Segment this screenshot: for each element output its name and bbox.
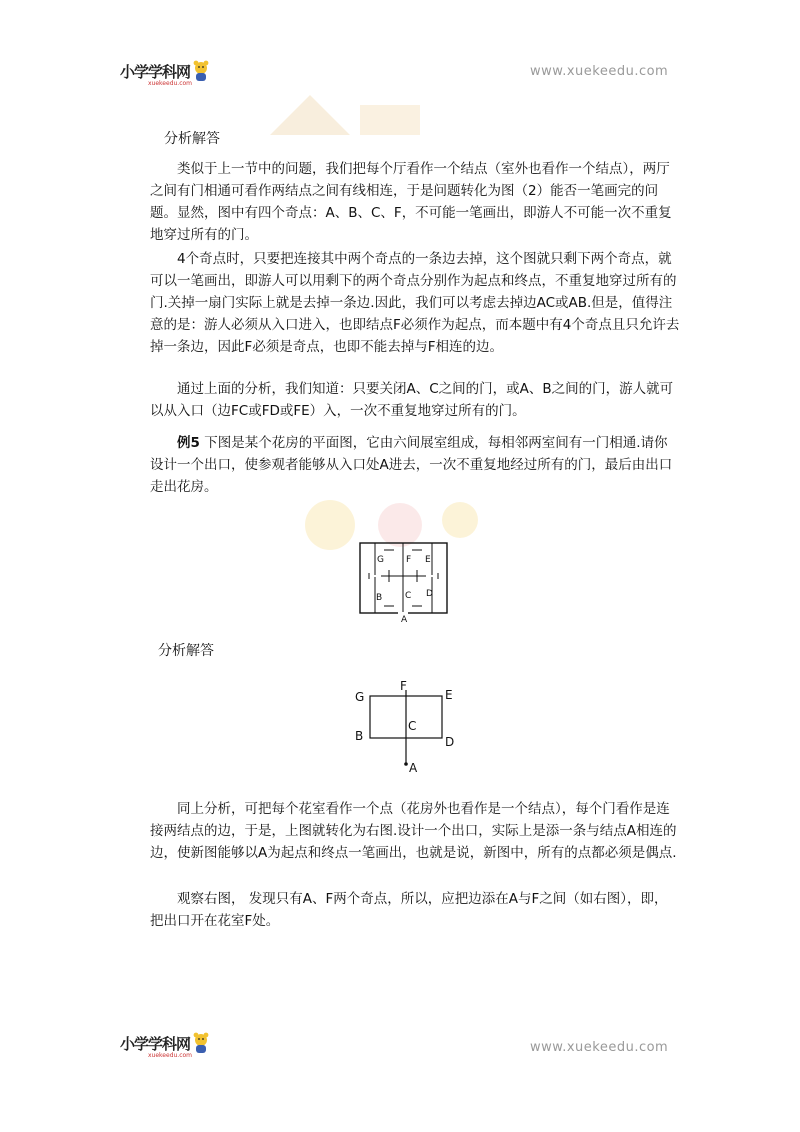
graph-label-b: B [355, 729, 364, 743]
logo-subtext: xuekeedu.com [148, 1052, 193, 1059]
section-heading: 分析解答 [164, 131, 220, 147]
graph-node-a [404, 762, 408, 766]
graph-label-c: C [408, 719, 417, 733]
room-label-c: C [405, 591, 412, 601]
header-site-url: www.xuekeedu.com [530, 64, 669, 79]
example-label: 例5 [177, 435, 200, 451]
example-paragraph [150, 432, 680, 498]
paragraph: 观察右图， 发现只有A、F两个奇点，所以，应把边添在A与F之间（如右图），即，把出口开在花室F处。 [150, 891, 668, 929]
entrance-label-a: A [401, 615, 408, 625]
graph-label-f: F [400, 679, 407, 693]
bear-mascot-icon [192, 1032, 210, 1054]
graph-label-d: D [445, 735, 455, 749]
logo-subtext: xuekeedu.com [148, 80, 193, 87]
footer-site-url: www.xuekeedu.com [530, 1040, 669, 1055]
bear-mascot-icon [192, 60, 210, 82]
example-text: 下图是某个花房的平面图，它由六间展室组成，每相邻两室间有一门相通.请你设计一个出口，使参观者能够从入口处A进去，一次不重复地经过所有的门，最后由出口走出花房。 [150, 435, 673, 495]
paragraph: 通过上面的分析，我们知道：只要关闭A、C之间的门，或A、B之间的门，游人就可以从入口（边FC或FD或FE）入，一次不重复地穿过所有的门。 [150, 381, 674, 419]
paragraph: 4个奇点时，只要把连接其中两个奇点的一条边去掉，这个图就只剩下两个奇点，就可以一笔画出，即游人可以用剩下的两个奇点分别作为起点和终点，不重复地穿过所有的门.关掉一扇门实际上就是去掉一条边.因此，我们可以考虑去掉边AC或AB.但是，值得注意的是：游人必须从入口进入，也即结点F必须作为起点，而本题中有4个奇点且只允许去掉一条边，因此F必须是奇点，也即不能去掉与F相连的边。 [150, 251, 680, 355]
room-label-e: E [425, 555, 431, 565]
header-logo [120, 60, 210, 87]
watermark-house-icon [250, 80, 450, 140]
graph-diagram [350, 678, 460, 778]
section-heading: 分析解答 [158, 643, 214, 659]
paragraph: 类似于上一节中的问题，我们把每个厅看作一个结点（室外也看作一个结点），两厅之间有门相通可看作两结点之间有线相连，于是问题转化为图（2）能否一笔画完的问题。显然，图中有四个奇点：A、B、C、F，不可能一笔画出，即游人不可能一次不重复地穿过所有的门。 [150, 161, 672, 243]
logo-text: 小学学科网 [120, 63, 191, 81]
graph-label-a: A [409, 761, 418, 775]
paragraph: 同上分析，可把每个花室看作一个点（花房外也看作是一个结点），每个门看作是连接两结点的边，于是，上图就转化为右图.设计一个出口，实际上是添一条与结点A相连的边，使新图能够以A为起点和终点一笔画出，也就是说，新图中，所有的点都必须是偶点. [150, 801, 677, 861]
room-label-b: B [376, 593, 383, 603]
room-label-g: G [377, 555, 384, 565]
logo-text: 小学学科网 [120, 1035, 191, 1053]
graph-label-g: G [355, 690, 365, 704]
room-label-d: D [426, 589, 433, 599]
floor-plan-diagram [355, 540, 455, 625]
graph-label-e: E [445, 688, 453, 702]
room-label-f: F [406, 555, 412, 565]
footer-logo [120, 1032, 210, 1059]
